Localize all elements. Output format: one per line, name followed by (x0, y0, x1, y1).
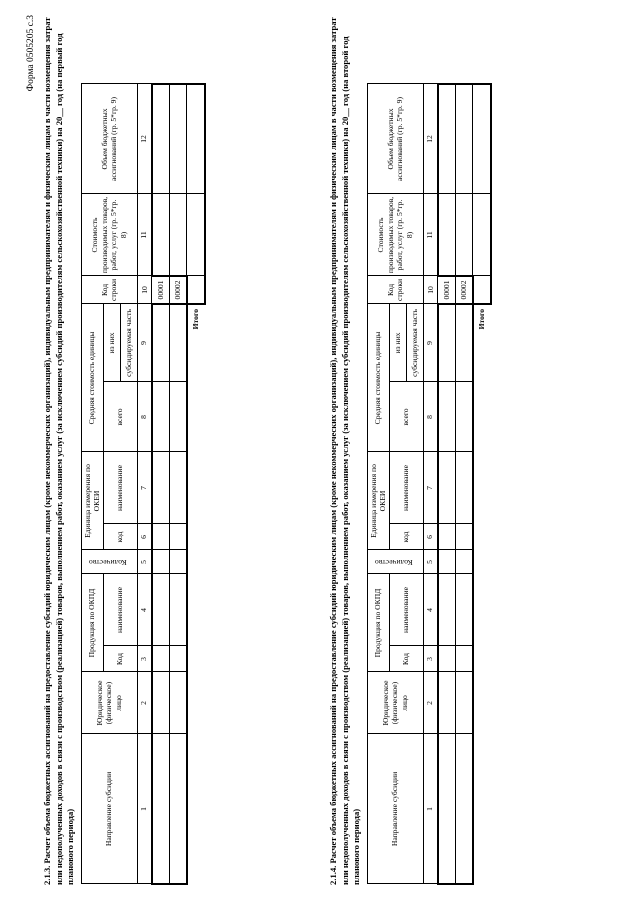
section-heading: 2.1.4. Расчет объема бюджетных ассигнований на предоставление субсидий юридическим лицам (кроме некоммерческих организаций), индивидуальным предпринимателям и физическим лицам в части возмещения затрат или недополученных доходов в связи с производством (реализацией) товаров, выполнением работ, оказанием услуг (за исключением субсидий производителям сельскохозяйственной техники) на 20__ год (на второй год планового периода) (328, 17, 361, 885)
total-row (187, 84, 205, 884)
col-num: 2 (137, 672, 152, 734)
table-row (438, 84, 456, 884)
col-num: 5 (137, 550, 152, 574)
cell[interactable] (169, 304, 187, 382)
header-okei-code: код (389, 524, 423, 550)
header-subsidized-part: субсидируемая часть (406, 304, 423, 382)
form-code: Форма 0505205 с.3 (26, 15, 36, 92)
cell[interactable] (455, 524, 473, 550)
col-num: 12 (137, 84, 152, 194)
col-num: 3 (423, 646, 438, 672)
header-volume: Объем бюджетных ассигнований (гр. 5*гр. 9) (367, 84, 423, 194)
cell[interactable] (455, 84, 473, 194)
col-num: 6 (137, 524, 152, 550)
header-okei: Единица измерения по ОКЕИ (367, 452, 389, 550)
col-num: 12 (423, 84, 438, 194)
col-num: 7 (137, 452, 152, 524)
cell[interactable] (455, 734, 473, 884)
cell[interactable] (152, 672, 170, 734)
header-of-which: из них (389, 304, 406, 382)
table-row (455, 84, 473, 884)
col-num: 9 (423, 304, 438, 382)
header-quantity (367, 550, 423, 574)
cell[interactable] (438, 452, 456, 524)
section-2-1-3 (42, 15, 206, 885)
col-num: 4 (423, 574, 438, 646)
header-of-which: из них (103, 304, 120, 382)
cell[interactable] (438, 524, 456, 550)
header-direction: Направление субсидии (367, 734, 423, 884)
total-label: Итого (477, 308, 487, 330)
row-code: 00002 (455, 276, 473, 304)
header-okpd-name: наименование (389, 574, 423, 646)
cell[interactable] (169, 524, 187, 550)
cell[interactable] (438, 382, 456, 452)
row-code: 00002 (169, 276, 187, 304)
header-avg-total: всего (103, 382, 137, 452)
cell[interactable] (455, 646, 473, 672)
cell[interactable] (455, 382, 473, 452)
cell[interactable] (152, 452, 170, 524)
cell[interactable] (169, 734, 187, 884)
total-cell[interactable] (473, 194, 491, 276)
cell[interactable] (438, 574, 456, 646)
cell[interactable] (169, 84, 187, 194)
header-avg-total: всего (389, 382, 423, 452)
header-legal-person: Юридическое (физическое) лицо (367, 672, 423, 734)
cell[interactable] (455, 672, 473, 734)
col-num: 2 (423, 672, 438, 734)
col-num: 8 (137, 382, 152, 452)
cell[interactable] (438, 646, 456, 672)
table-row (169, 84, 187, 884)
cell[interactable] (169, 672, 187, 734)
header-quantity (81, 550, 137, 574)
cell[interactable] (152, 524, 170, 550)
cell[interactable] (438, 734, 456, 884)
header-okei-name: наименование (389, 452, 423, 524)
total-cell[interactable] (187, 276, 205, 304)
cell[interactable] (169, 574, 187, 646)
header-cost: Стоимость производимых товаров, работ, услуг (гр. 5*гр. 8) (367, 194, 423, 276)
cell[interactable] (152, 574, 170, 646)
cell[interactable] (169, 382, 187, 452)
section-2-1-4 (328, 15, 492, 885)
cell[interactable] (438, 304, 456, 382)
header-okpd: Продукция по ОКПД (81, 574, 103, 672)
cell[interactable] (169, 194, 187, 276)
total-cell[interactable] (473, 276, 491, 304)
header-subsidized-part: субсидируемая часть (120, 304, 137, 382)
subsidy-table-1 (81, 83, 206, 885)
header-okpd: Продукция по ОКПД (367, 574, 389, 672)
cell[interactable] (455, 304, 473, 382)
cell[interactable] (152, 734, 170, 884)
cell[interactable] (152, 382, 170, 452)
cell[interactable] (455, 194, 473, 276)
cell[interactable] (455, 452, 473, 524)
section-heading: 2.1.3. Расчет объема бюджетных ассигнований на предоставление субсидий юридическим лицам (кроме некоммерческих организаций), индивидуальным предпринимателям и физическим лицам в части возмещения затрат или недополученных доходов в связи с производством (реализацией) товаров, выполнением работ, оказанием услуг (за исключением субсидий производителям сельскохозяйственной техники) на 20__ год (на первый год планового периода) (42, 17, 75, 885)
subsidy-table-2 (367, 83, 492, 885)
col-num: 11 (423, 194, 438, 276)
col-num: 4 (137, 574, 152, 646)
header-okei: Единица измерения по ОКЕИ (81, 452, 103, 550)
total-row (473, 84, 491, 884)
col-num: 10 (423, 276, 438, 304)
header-avg-cost: Средняя стоимость единицы (81, 304, 103, 452)
header-volume: Объем бюджетных ассигнований (гр. 5*гр. 9) (81, 84, 137, 194)
cell[interactable] (438, 194, 456, 276)
col-num: 1 (423, 734, 438, 884)
col-num: 11 (137, 194, 152, 276)
row-code: 00001 (152, 276, 170, 304)
col-num: 7 (423, 452, 438, 524)
cell[interactable] (438, 550, 456, 574)
header-cost: Стоимость производимых товаров, работ, услуг (гр. 5*гр. 8) (81, 194, 137, 276)
cell[interactable] (169, 452, 187, 524)
header-legal-person: Юридическое (физическое) лицо (81, 672, 137, 734)
cell[interactable] (169, 550, 187, 574)
row-code: 00001 (438, 276, 456, 304)
header-quantity-text: Количество (374, 557, 413, 567)
cell[interactable] (152, 304, 170, 382)
cell[interactable] (152, 646, 170, 672)
col-num: 6 (423, 524, 438, 550)
header-okei-name: наименование (103, 452, 137, 524)
col-num: 8 (423, 382, 438, 452)
total-cell[interactable] (473, 84, 491, 194)
col-num: 9 (137, 304, 152, 382)
total-label: Итого (191, 308, 201, 330)
header-okpd-name: наименование (103, 574, 137, 646)
col-num: 10 (137, 276, 152, 304)
header-row-code: Код строки (367, 276, 423, 304)
header-okpd-code: Код (103, 646, 137, 672)
total-cell[interactable] (187, 84, 205, 194)
cell[interactable] (152, 194, 170, 276)
header-avg-cost: Средняя стоимость единицы (367, 304, 389, 452)
cell[interactable] (438, 84, 456, 194)
table-row (152, 84, 170, 884)
cell[interactable] (438, 672, 456, 734)
cell[interactable] (152, 550, 170, 574)
header-okei-code: код (103, 524, 137, 550)
header-direction: Направление субсидии (81, 734, 137, 884)
col-num: 5 (423, 550, 438, 574)
total-cell[interactable] (187, 194, 205, 276)
rotated-page (20, 15, 620, 885)
header-okpd-code: Код (389, 646, 423, 672)
cell[interactable] (455, 550, 473, 574)
col-num: 3 (137, 646, 152, 672)
col-num: 1 (137, 734, 152, 884)
cell[interactable] (455, 574, 473, 646)
header-quantity-text: Количество (88, 557, 127, 567)
header-row-code: Код строки (81, 276, 137, 304)
cell[interactable] (152, 84, 170, 194)
cell[interactable] (169, 646, 187, 672)
